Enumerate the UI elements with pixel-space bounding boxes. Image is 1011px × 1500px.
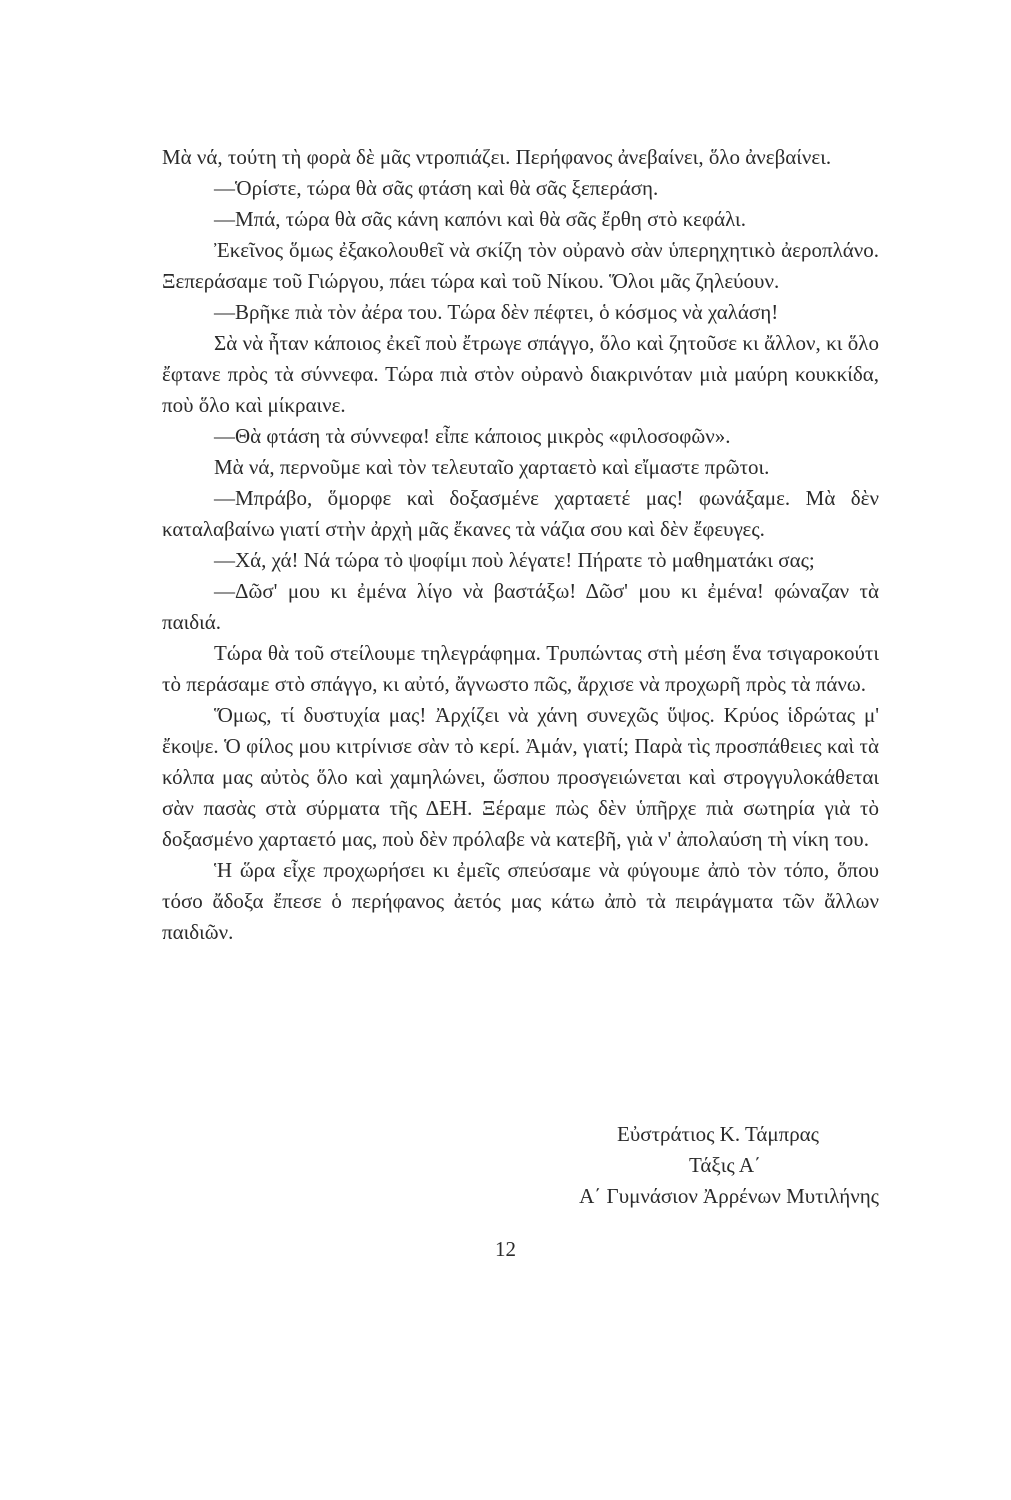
author-name: Εὐστράτιος Κ. Τάμπρας: [617, 1122, 819, 1146]
paragraph: Ὅμως, τί δυστυχία μας! Ἀρχίζει νὰ χάνη συνεχῶς ὕψος. Κρύος ἱδρώτας μ' ἔκοψε. Ὁ φίλος μου κιτρίνισε σὰν τὸ κερί. Ἀμάν, γιατί; Παρὰ τὶς προσπάθειες καὶ τὰ κόλπα μας αὐτὸς ὅλο καὶ χαμηλώνει, ὥσπου προσγειώνεται καὶ στρογγυλοκάθεται σὰν πασὰς στὰ σύρματα τῆς ΔΕΗ. Ξέραμε πὼς δὲν ὑπῆρχε πιὰ σωτηρία γιὰ τὸ δοξασμένο χαρταετό μας, ποὺ δὲν πρόλαβε νὰ κατεβῆ, γιὰ ν' ἀπολαύση τὴ νίκη του.: [162, 703, 879, 851]
paragraph: Ἡ ὥρα εἶχε προχωρήσει κι ἐμεῖς σπεύσαμε νὰ φύγουμε ἀπὸ τὸν τόπο, ὅπου τόσο ἄδοξα ἔπεσε ὁ περήφανος ἀετός μας κάτω ἀπὸ τὰ πειράγματα τῶν ἄλλων παιδιῶν.: [162, 858, 879, 944]
paragraph: —Μπά, τώρα θὰ σᾶς κάνη καπόνι καὶ θὰ σᾶς ἔρθη στὸ κεφάλι.: [214, 207, 746, 231]
paragraph: Μὰ νά, τούτη τὴ φορὰ δὲ μᾶς ντροπιάζει. Περήφανος ἀνεβαίνει, ὅλο ἀνεβαίνει.: [162, 145, 832, 169]
body-text: [162, 142, 879, 948]
signature-block: [470, 1119, 879, 1212]
paragraph: —Χά, χά! Νά τώρα τὸ ψοφίμι ποὺ λέγατε! Πήρατε τὸ μαθηματάκι σας;: [214, 548, 815, 572]
paragraph: Ἐκεῖνος ὅμως ἐξακολουθεῖ νὰ σκίζη τὸν οὐρανὸ σὰν ὑπερηχητικὸ ἀεροπλάνο. Ξεπεράσαμε τοῦ Γιώργου, πάει τώρα καὶ τοῦ Νίκου. Ὅλοι μᾶς ζηλεύουν.: [162, 238, 879, 293]
paragraph: —Μπράβο, ὅμορφε καὶ δοξασμένε χαρταετέ μας! φωνάξαμε. Μὰ δὲν καταλαβαίνω γιατί στὴν ἀρχὴ μᾶς ἔκανες τὰ νάζια σου καὶ δὲν ἔφευγες.: [162, 486, 879, 541]
paragraph: —Βρῆκε πιὰ τὸν ἀέρα του. Τώρα δὲν πέφτει, ὁ κόσμος νὰ χαλάση!: [214, 300, 779, 324]
paragraph: Μὰ νά, περνοῦμε καὶ τὸν τελευταῖο χαρταετὸ καὶ εἴμαστε πρῶτοι.: [214, 455, 770, 479]
paragraph: —Ὁρίστε, τώρα θὰ σᾶς φτάση καὶ θὰ σᾶς ξεπεράση.: [214, 176, 659, 200]
author-school: Α΄ Γυμνάσιον Ἀρρένων Μυτιλήνης: [579, 1184, 879, 1208]
author-class: Τάξις Α΄: [689, 1153, 761, 1177]
paragraph: Σὰ νὰ ἦταν κάποιος ἐκεῖ ποὺ ἔτρωγε σπάγγο, ὅλο καὶ ζητοῦσε κι ἄλλον, κι ὅλο ἔφτανε πρὸς τὰ σύννεφα. Τώρα πιὰ στὸν οὐρανὸ διακρινόταν μιὰ μαύρη κουκκίδα, ποὺ ὅλο καὶ μίκραινε.: [162, 331, 879, 417]
paragraph: —Θὰ φτάση τὰ σύννεφα! εἶπε κάποιος μικρὸς «φιλοσοφῶν».: [214, 424, 731, 448]
page-number: 12: [495, 1237, 516, 1261]
paragraph: —Δῶσ' μου κι ἐμένα λίγο νὰ βαστάξω! Δῶσ' μου κι ἐμένα! φώναζαν τὰ παιδιά.: [162, 579, 879, 634]
paragraph: Τώρα θὰ τοῦ στείλουμε τηλεγράφημα. Τρυπώντας στὴ μέση ἕνα τσιγαροκούτι τὸ περάσαμε στὸ σπάγγο, κι αὐτό, ἄγνωστο πῶς, ἄρχισε νὰ προχωρῆ πρὸς τὰ πάνω.: [162, 641, 879, 696]
